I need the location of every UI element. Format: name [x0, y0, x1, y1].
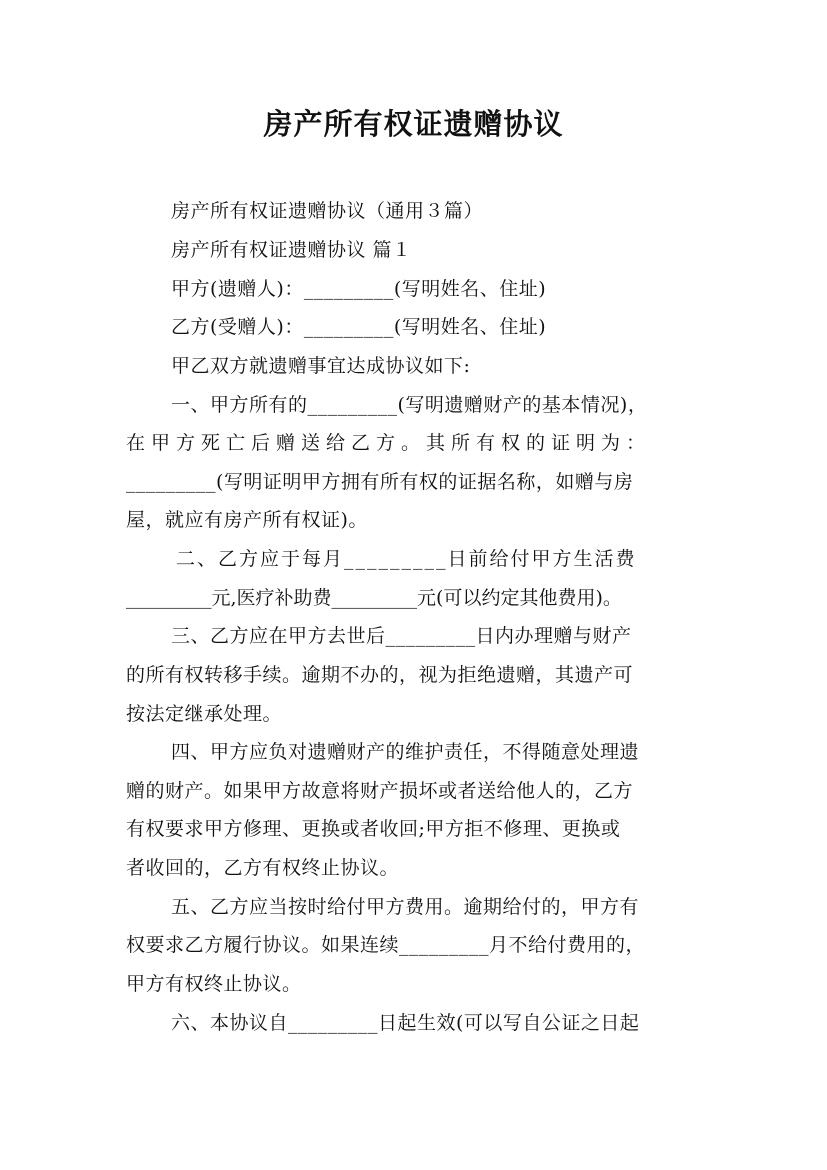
doc-line: 权要求乙方履行协议。如果连续_________月不给付费用的， — [126, 934, 646, 956]
doc-line: 在甲方死亡后赠送给乙方。其所有权的证明为： — [126, 432, 652, 454]
doc-line: 五、乙方应当按时给付甲方费用。逾期给付的，甲方有 — [171, 896, 640, 918]
document-title: 房产所有权证遗赠协议 — [263, 107, 564, 141]
doc-line: 的所有权转移手续。逾期不办的，视为拒绝遗赠，其遗产可 — [126, 664, 634, 686]
doc-line: 赠的财产。如果甲方故意将财产损坏或者送给他人的，乙方 — [126, 780, 634, 802]
doc-line: 屋，就应有房产所有权证)。 — [126, 509, 368, 531]
doc-line: 者收回的，乙方有权终止协议。 — [126, 857, 400, 879]
doc-line: 有权要求甲方修理、更换或者收回;甲方拒不修理、更换或 — [126, 818, 621, 840]
doc-line: 按法定继承处理。 — [126, 703, 283, 725]
doc-line: 二、乙方应于每月_________日前给付甲方生活费 — [176, 548, 637, 570]
doc-line: 甲乙双方就遗赠事宜达成协议如下: — [171, 355, 471, 377]
doc-line: _________元,医疗补助费_________元(可以约定其他费用)。 — [126, 587, 622, 609]
doc-line: 甲方(遗赠人)：_________(写明姓名、住址) — [171, 278, 547, 300]
doc-line: 甲方有权终止协议。 — [126, 973, 302, 995]
doc-line: 房产所有权证遗赠协议（通用３篇） — [171, 200, 484, 222]
doc-line: 一、甲方所有的_________(写明遗赠财产的基本情况)， — [171, 394, 648, 416]
doc-line: 六、本协议自_________日起生效(可以写自公证之日起 — [171, 1012, 640, 1034]
doc-line: 四、甲方应负对遗赠财产的维护责任，不得随意处理遗 — [171, 741, 640, 763]
doc-line: 房产所有权证遗赠协议 篇１ — [171, 239, 412, 261]
doc-line: 三、乙方应在甲方去世后_________日内办理赠与财产 — [171, 625, 632, 647]
doc-line: 乙方(受赠人)：_________(写明姓名、住址) — [171, 316, 547, 338]
doc-line: _________(写明证明甲方拥有所有权的证据名称，如赠与房 — [126, 471, 634, 493]
